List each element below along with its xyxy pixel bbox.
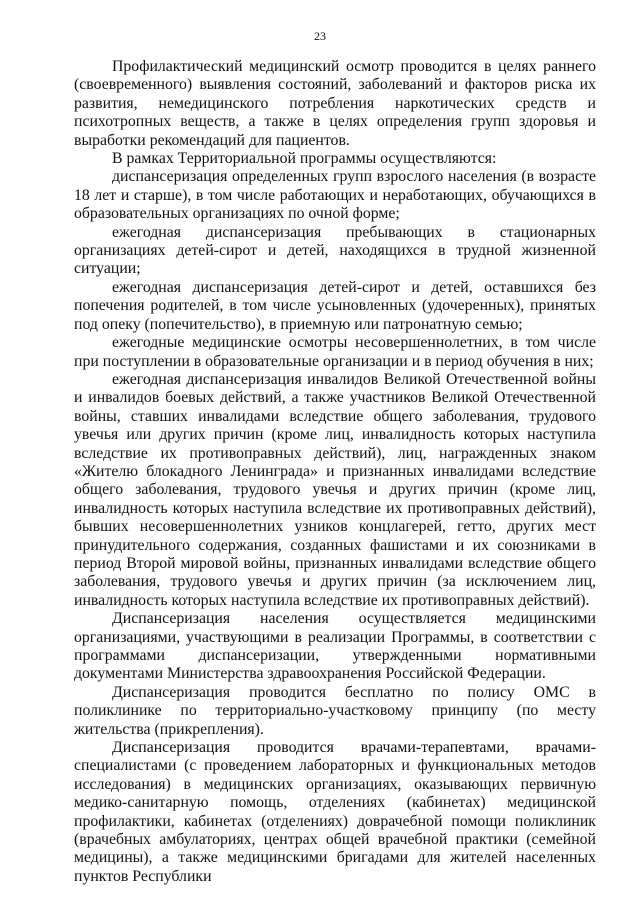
paragraph-war-veterans: ежегодная диспансеризация инвалидов Великой Отечественной войны и инвалидов боевых действий, а также участников Великой Отечественной войны, ставших инвалидами вследствие общего заболевания, трудового увечья или других причин (кроме лиц, инвалидность которых наступила вследствие их противоправных действий), лиц, награжденных знаком «Жителю блокадного Ленинграда» и признанных инвалидами вследствие общего заболевания, трудового увечья и других причин (кроме лиц, инвалидность которых наступила вследствие их противоправных действий), бывших несовершеннолетних узников концлагерей, гетто, других мест принудительного содержания, созданных фашистами и их союзниками в период Второй мировой войны, признанных инвалидами вследствие общего заболевания, трудового увечья и других причин (за исключением лиц, инвалидность которых наступила вследствие их противоправных действий).	[74, 370, 596, 609]
paragraph-program-intro: В рамках Территориальной программы осуществляются:	[112, 150, 497, 168]
paragraph-orphans-without-care: ежегодная диспансеризация детей-сирот и детей, оставшихся без попечения родителей, в том числе усыновленных (удочеренных), принятых под опеку (попечительство), в приемную или патронатную семью;	[74, 278, 596, 333]
paragraph-adult-dispensarization: диспансеризация определенных групп взрослого населения (в возрасте 18 лет и старше), в том числе работающих и неработающих, обучающихся в образовательных организациях по очной форме;	[74, 168, 596, 223]
paragraph-dispensarization-providers: Диспансеризация населения осуществляется медицинскими организациями, участвующими в реализации Программы, в соответствии с программами диспансеризации, утвержденными нормативными документами Министерства здравоохранения Российской Федерации.	[74, 610, 596, 683]
paragraph-orphans-inpatient: ежегодная диспансеризация пребывающих в стационарных организациях детей-сирот и детей, находящихся в трудной жизненной ситуации;	[74, 223, 596, 278]
paragraph-performed-by: Диспансеризация проводится врачами-терапевтами, врачами-специалистами (с проведением лабораторных и функциональных методов исследования) в медицинских организациях, оказывающих первичную медико-санитарную помощь, отделениях (кабинетах) медицинской профилактики, кабинетах (отделениях) доврачебной помощи поликлиник (врачебных амбулаториях, центрах общей врачебной практики (семейной медицины), а также медицинскими бригадами для жителей населенных пунктов Республики	[74, 739, 596, 885]
paragraph-free-of-charge: Диспансеризация проводится бесплатно по полису ОМС в поликлинике по территориально-участковому принципу (по месту жительства (прикрепления).	[74, 683, 596, 738]
paragraph-preventive-exam: Профилактический медицинский осмотр проводится в целях раннего (своевременного) выявления состояний, заболеваний и факторов риска их развития, немедицинского потребления наркотических средств и психотропных веществ, а также в целях определения групп здоровья и выработки рекомендаций для пациентов.	[74, 58, 596, 149]
page-number: 23	[314, 29, 326, 43]
paragraph-minors-exams: ежегодные медицинские осмотры несовершеннолетних, в том числе при поступлении в образовательные организации и в период обучения в них;	[74, 334, 596, 370]
document-body	[74, 58, 596, 886]
